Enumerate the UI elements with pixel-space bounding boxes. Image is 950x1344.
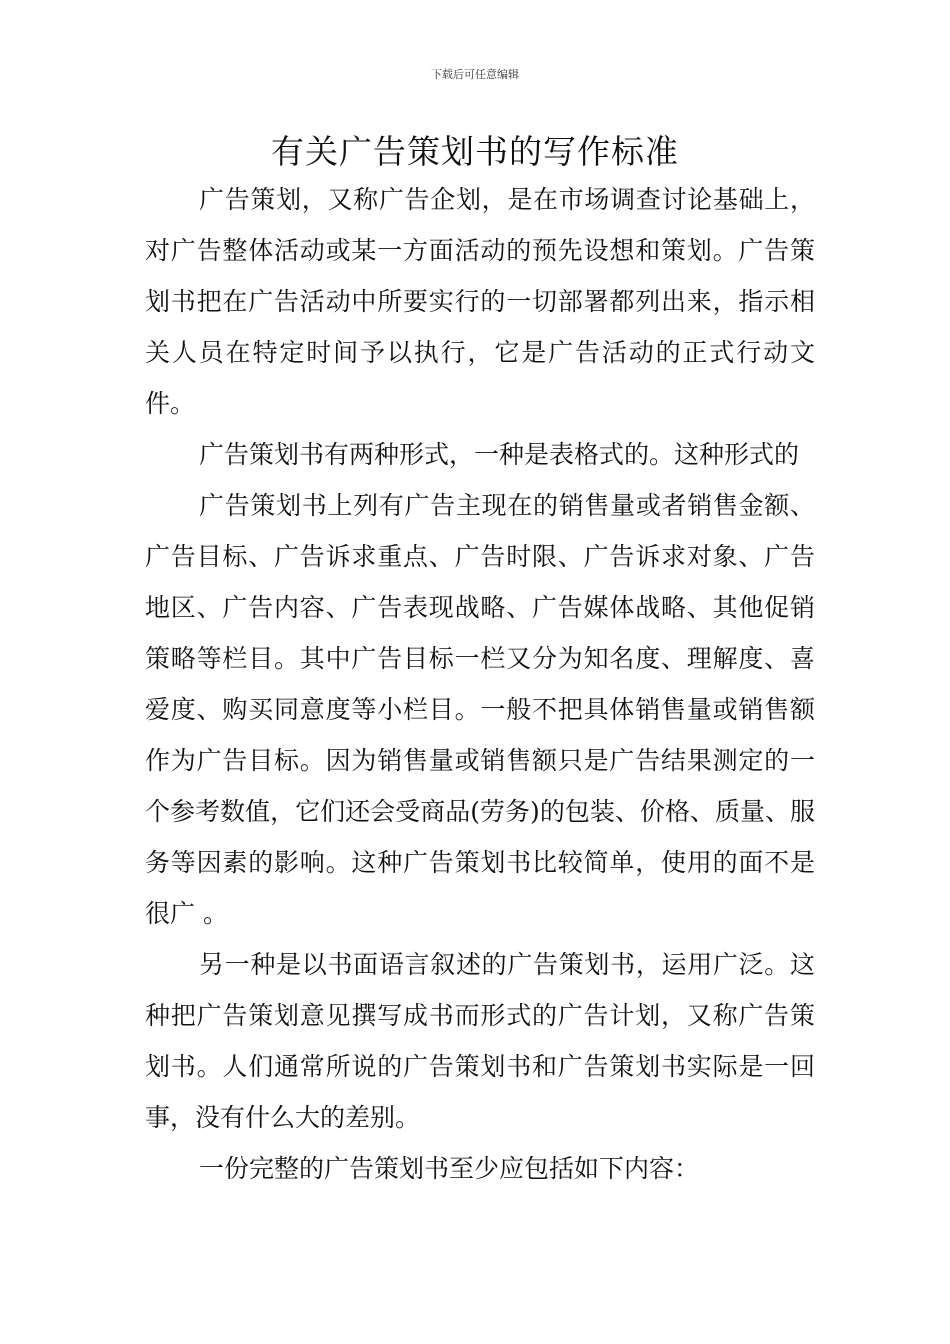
paragraph-table-form: 广告策划书上列有广告主现在的销售量或者销售金额、广告目标、广告诉求重点、广告时限、广告诉求对象、广告地区、广告内容、广告表现战略、广告媒体战略、其他促销策略等栏目。其中广告目标一栏又分为知名度、理解度、喜爱度、购买同意度等小栏目。一般不把具体销售量或销售额作为广告目标。因为销售量或销售额只是广告结果测定的一个参考数值，它们还会受商品(劳务)的包装、价格、质量、服务等因素的影响。这种广告策划书比较简单，使用的面不是很广 。: [145, 491, 815, 928]
document-body: [145, 174, 815, 1194]
paragraph-definition: 广告策划，又称广告企划，是在市场调查讨论基础上，对广告整体活动或某一方面活动的预先设想和策划。广告策划书把在广告活动中所要实行的一切部署都列出来，指示相关人员在特定时间予以执行，它是广告活动的正式行动文件。: [145, 185, 815, 418]
page-header-note: 下载后可任意编辑: [431, 68, 519, 81]
document-title: 有关广告策划书的写作标准: [271, 132, 679, 171]
paragraph-written-form: 另一种是以书面语言叙述的广告策划书，运用广泛。这种把广告策划意见撰写成书而形式的广告计划，又称广告策划书。人们通常所说的广告策划书和广告策划书实际是一回事，没有什么大的差别。: [145, 950, 815, 1132]
paragraph-two-forms: 广告策划书有两种形式，一种是表格式的。这种形式的: [199, 440, 800, 469]
paragraph-contents-intro: 一份完整的广告策划书至少应包括如下内容：: [199, 1154, 700, 1183]
